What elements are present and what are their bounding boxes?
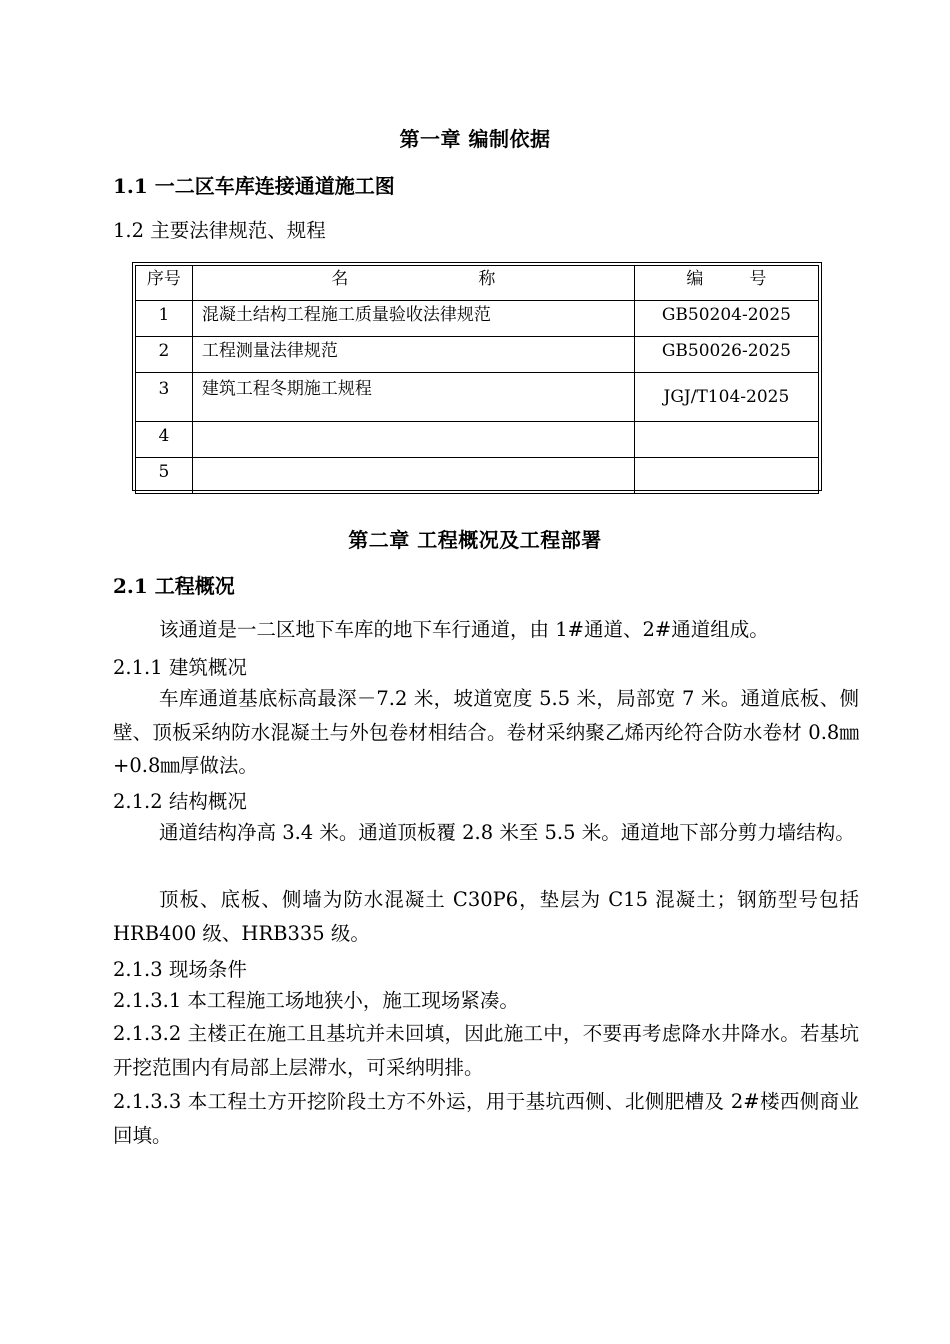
row-name (192, 458, 634, 494)
table-row (136, 422, 819, 458)
header-code-char2: 号 (749, 269, 767, 289)
chapter-1-title: 第一章 编制依据 (399, 127, 551, 151)
row-seq: 5 (136, 458, 193, 494)
header-name-char1: 名 (331, 269, 349, 289)
site-condition-2: 2.1.3.2 主楼正在施工且基坑并未回填，因此施工中，不要再考虑降水井降水。若基坑开挖范围内有局部上层滞水，可采纳明排。 (113, 1022, 859, 1079)
row-code: GB50204-2025 (634, 301, 818, 337)
header-code-char1: 编 (686, 269, 704, 289)
header-seq: 序号 (136, 266, 193, 301)
site-condition-1: 2.1.3.1 本工程施工场地狭小，施工现场紧凑。 (113, 989, 519, 1012)
row-name: 混凝土结构工程施工质量验收法律规范 (192, 301, 634, 337)
section-2-1-heading: 2.1 工程概况 (113, 574, 235, 598)
row-name: 工程测量法律规范 (192, 337, 634, 373)
architecture-paragraph: 车库通道基底标高最深－7.2 米，坡道宽度 5.5 米，局部宽 7 米。通道底板、侧壁、顶板采纳防水混凝土与外包卷材相结合。卷材采纳聚乙烯丙纶符合防水卷材 0.8㎜+0.8㎜厚做法。 (113, 687, 859, 777)
row-seq: 2 (136, 337, 193, 373)
chapter-2-title: 第二章 工程概况及工程部署 (348, 528, 602, 552)
row-code (634, 458, 818, 494)
row-seq: 1 (136, 301, 193, 337)
table-row (136, 458, 819, 494)
row-code (634, 422, 818, 458)
header-name (192, 266, 634, 301)
section-1-1-heading: 1.1 一二区车库连接通道施工图 (113, 174, 395, 198)
section-2-1-3-heading: 2.1.3 现场条件 (113, 958, 247, 981)
row-code: GB50026-2025 (634, 337, 818, 373)
header-code (634, 266, 818, 301)
site-condition-3: 2.1.3.3 本工程土方开挖阶段土方不外运，用于基坑西侧、北侧肥槽及 2#楼西侧商业回填。 (113, 1090, 859, 1147)
structure-paragraph-1: 通道结构净高 3.4 米。通道顶板覆 2.8 米至 5.5 米。通道地下部分剪力墙结构。 (159, 821, 855, 844)
overview-paragraph: 该通道是一二区地下车库的地下车行通道，由 1#通道、2#通道组成。 (159, 618, 769, 641)
table-row (136, 301, 819, 337)
table-row (136, 337, 819, 373)
row-seq: 3 (136, 373, 193, 422)
regulations-table (132, 262, 822, 491)
row-code: JGJ/T104-2025 (634, 373, 818, 422)
row-seq: 4 (136, 422, 193, 458)
row-name: 建筑工程冬期施工规程 (192, 373, 634, 422)
table-header-row (136, 266, 819, 301)
row-name (192, 422, 634, 458)
section-2-1-1-heading: 2.1.1 建筑概况 (113, 656, 247, 679)
header-name-char2: 称 (478, 269, 496, 289)
section-2-1-2-heading: 2.1.2 结构概况 (113, 790, 247, 813)
structure-paragraph-2: 顶板、底板、侧墙为防水混凝土 C30P6，垫层为 C15 混凝土；钢筋型号包括 HRB400 级、HRB335 级。 (113, 888, 859, 945)
table-row (136, 373, 819, 422)
section-1-2-heading: 1.2 主要法律规范、规程 (113, 219, 326, 242)
